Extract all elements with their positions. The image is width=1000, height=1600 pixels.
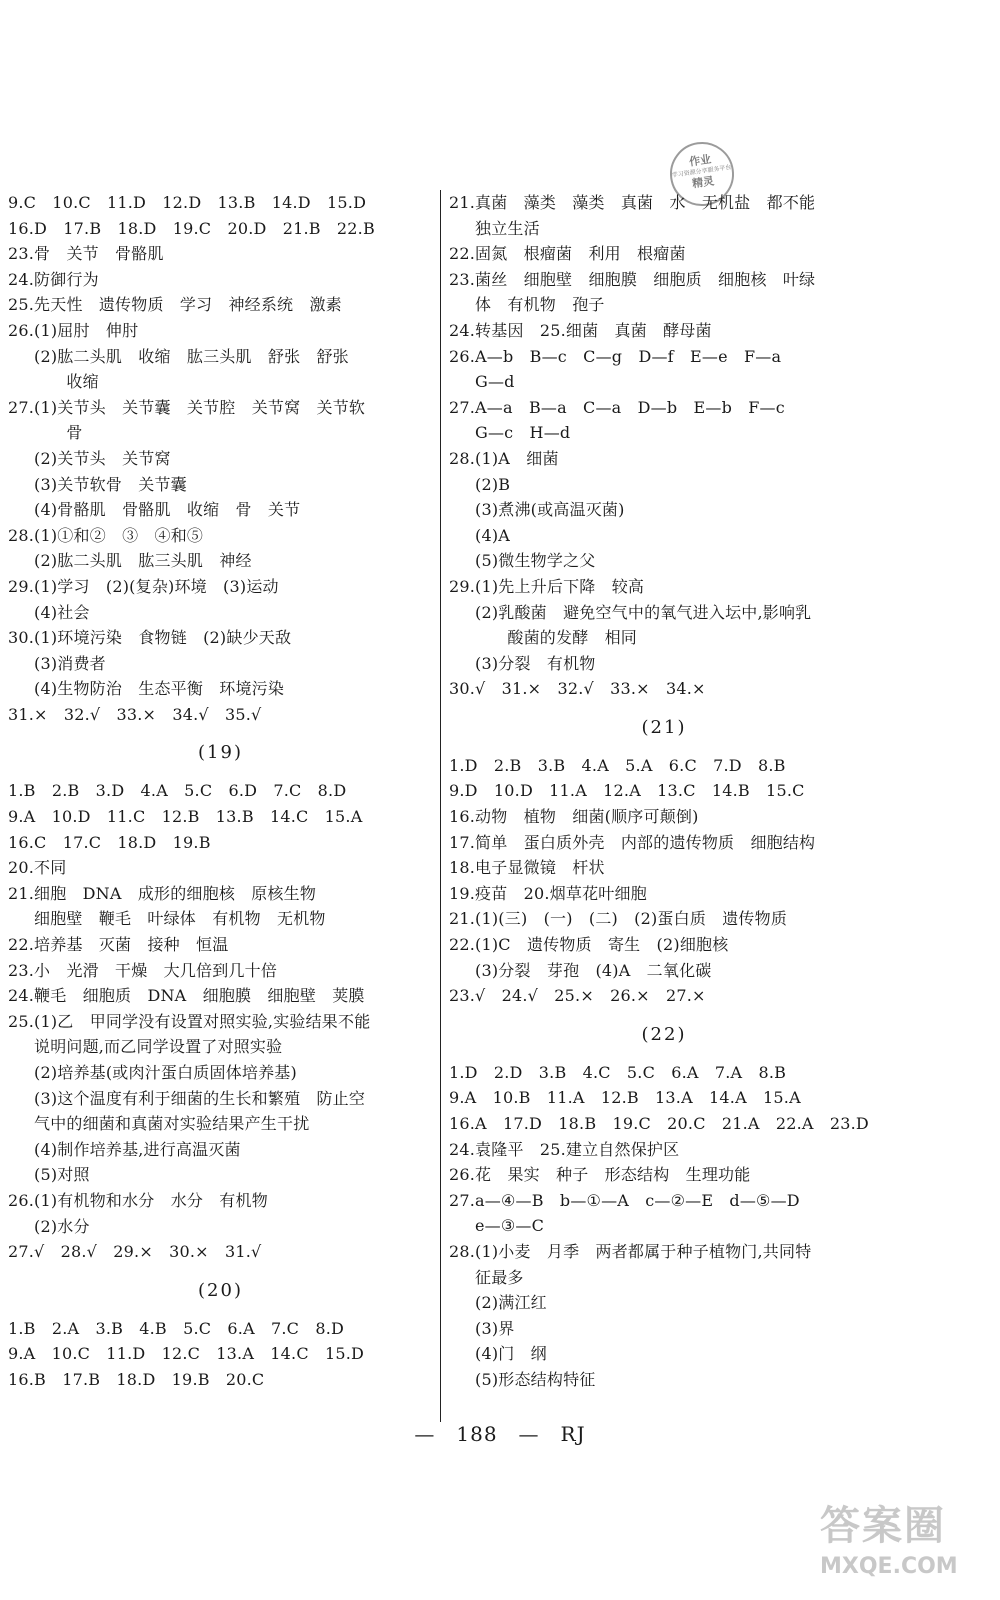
- answer-line: 骨: [34, 423, 83, 443]
- answer-line: 征最多: [475, 1267, 524, 1287]
- answer-line: (3)消费者: [34, 653, 106, 673]
- answer-line: 28.(1)①和② ③ ④和⑤: [8, 525, 204, 545]
- answer-line: 1.B 2.B 3.D 4.A 5.C 6.D 7.C 8.D: [8, 781, 347, 801]
- answer-line: 19.疫苗 20.烟草花叶细胞: [449, 883, 647, 903]
- answer-line: 气中的细菌和真菌对实验结果产生干扰: [34, 1114, 310, 1134]
- answer-line: 24.转基因 25.细菌 真菌 酵母菌: [449, 320, 712, 340]
- answer-line: (3)界: [475, 1318, 515, 1338]
- answer-line: 独立生活: [475, 218, 540, 238]
- answer-line: 9.A 10.D 11.C 12.B 13.B 14.C 15.A: [8, 807, 363, 827]
- watermark-line2: MXQE.COM: [820, 1554, 958, 1579]
- answer-line: 17.简单 蛋白质外壳 内部的遗传物质 细胞结构: [449, 832, 816, 852]
- answer-line: 细胞壁 鞭毛 叶绿体 有机物 无机物: [34, 909, 326, 929]
- answer-line: 21.细胞 DNA 成形的细胞核 原核生物: [8, 883, 317, 903]
- answer-line: 29.(1)先上升后下降 较高: [449, 576, 645, 596]
- answer-line: 24.袁隆平 25.建立自然保护区: [449, 1139, 680, 1159]
- answer-line: (2)培养基(或肉汁蛋白质固体培养基): [34, 1063, 297, 1082]
- answer-line: (4)门 纲: [475, 1344, 547, 1364]
- answer-line: 9.C 10.C 11.D 12.D 13.B 14.D 15.D: [8, 193, 367, 212]
- answer-line: 16.D 17.B 18.D 19.C 20.D 21.B 22.B: [8, 218, 375, 238]
- answer-line: 酸菌的发酵 相同: [475, 628, 638, 648]
- section-heading: (21): [641, 716, 687, 738]
- answer-line: (2)满江红: [475, 1293, 547, 1313]
- section-heading: (20): [198, 1279, 243, 1301]
- answer-line: 30.√ 31.× 32.√ 33.× 34.×: [449, 679, 706, 699]
- answer-line: G—d: [475, 372, 515, 392]
- answer-line: 27.√ 28.√ 29.× 30.× 31.√: [8, 1242, 262, 1262]
- answer-line: 9.A 10.C 11.D 12.C 13.A 14.C 15.D: [8, 1344, 365, 1364]
- stamp-line1: 作业: [688, 152, 712, 169]
- answer-line: 25.(1)乙 甲同学没有设置对照实验,实验结果不能: [8, 1011, 371, 1031]
- answer-line: 22.(1)C 遗传物质 寄生 (2)细胞核: [449, 935, 729, 955]
- answer-line: (2)水分: [34, 1216, 90, 1236]
- answer-line: 27.a—④—B b—①—A c—②—E d—⑤—D: [449, 1190, 800, 1210]
- answer-line: 24.防御行为: [8, 269, 99, 289]
- answer-line: 23.小 光滑 干燥 大几倍到几十倍: [8, 960, 278, 980]
- answer-line: (5)形态结构特征: [475, 1369, 596, 1389]
- answer-line: (3)分裂 有机物: [475, 653, 596, 673]
- answer-line: 28.(1)小麦 月季 两者都属于种子植物门,共同特: [449, 1241, 812, 1261]
- answer-line: (3)这个温度有利于细菌的生长和繁殖 防止空: [34, 1088, 366, 1108]
- page-footer: — 188 — RJ: [414, 1422, 586, 1446]
- answer-line: 说明问题,而乙同学设置了对照实验: [34, 1037, 283, 1057]
- answer-line: (4)骨骼肌 骨骼肌 收缩 骨 关节: [34, 500, 301, 520]
- answer-line: (3)煮沸(或高温灭菌): [475, 500, 625, 520]
- answer-line: 16.B 17.B 18.D 19.B 20.C: [8, 1369, 265, 1389]
- answer-line: 21.真菌 藻类 藻类 真菌 水 无机盐 都不能: [449, 193, 816, 212]
- answer-line: 9.A 10.B 11.A 12.B 13.A 14.A 15.A: [449, 1088, 801, 1108]
- stamp-line2: 学习资源分享服务平台: [671, 163, 732, 180]
- answer-line: 28.(1)A 细菌: [449, 448, 559, 468]
- answer-line: 25.先天性 遗传物质 学习 神经系统 激素: [8, 295, 342, 315]
- answer-line: 23.骨 关节 骨骼肌: [8, 244, 164, 264]
- answer-line: (4)制作培养基,进行高温灭菌: [34, 1139, 241, 1159]
- answer-line: 23.√ 24.√ 25.× 26.× 27.×: [449, 986, 706, 1006]
- answer-line: (4)社会: [34, 602, 90, 622]
- answer-line: (2)肱二头肌 肱三头肌 神经: [34, 551, 252, 571]
- answer-line: 20.不同: [8, 858, 67, 878]
- answer-line: G—c H—d: [475, 423, 571, 443]
- section-heading: (19): [198, 742, 243, 764]
- answer-line: (5)微生物学之父: [475, 551, 596, 571]
- answer-line: (2)关节头 关节窝: [34, 448, 171, 468]
- answer-line: 29.(1)学习 (2)(复杂)环境 (3)运动: [8, 576, 279, 596]
- answer-line: (2)肱二头肌 收缩 肱三头肌 舒张 舒张: [34, 346, 349, 366]
- answer-line: (3)分裂 芽孢 (4)A 二氧化碳: [475, 960, 712, 980]
- answer-line: 收缩: [34, 372, 99, 392]
- answer-line: 16.C 17.C 18.D 19.B: [8, 832, 211, 852]
- answer-line: 26.(1)屈肘 伸肘: [8, 320, 139, 340]
- answer-line: 26.A—b B—c C—g D—f E—e F—a: [449, 346, 782, 366]
- answer-line: (2)B: [475, 474, 511, 494]
- answer-line: 31.× 32.√ 33.× 34.√ 35.√: [8, 704, 262, 724]
- answer-line: 27.A—a B—a C—a D—b E—b F—c: [449, 397, 785, 417]
- answer-line: 9.D 10.D 11.A 12.A 13.C 14.B 15.C: [449, 781, 805, 801]
- answer-line: 1.B 2.A 3.B 4.B 5.C 6.A 7.C 8.D: [8, 1318, 345, 1338]
- watermark-logo: [820, 1500, 995, 1595]
- answer-line: 23.菌丝 细胞壁 细胞膜 细胞质 细胞核 叶绿: [449, 269, 816, 289]
- answer-line: (4)A: [475, 525, 511, 545]
- answer-line: (5)对照: [34, 1165, 90, 1185]
- answer-line: 30.(1)环境污染 食物链 (2)缺少天敌: [8, 628, 292, 648]
- section-heading: (22): [641, 1023, 687, 1045]
- watermark-line1: 答案圈: [820, 1503, 946, 1549]
- answer-line: 21.(1)(三) (一) (二) (2)蛋白质 遗传物质: [449, 909, 788, 929]
- stamp-line3: 精灵: [691, 174, 715, 191]
- answer-line: e—③—C: [475, 1216, 545, 1236]
- answer-line: (4)生物防治 生态平衡 环境污染: [34, 679, 285, 699]
- answer-line: 1.D 2.D 3.B 4.C 5.C 6.A 7.A 8.B: [449, 1062, 787, 1082]
- answer-line: 26.花 果实 种子 形态结构 生理功能: [449, 1165, 751, 1185]
- answer-line: 27.(1)关节头 关节囊 关节腔 关节窝 关节软: [8, 397, 366, 417]
- answer-line: 16.动物 植物 细菌(顺序可颠倒): [449, 807, 699, 827]
- answer-line: (2)乳酸菌 避免空气中的氧气进入坛中,影响乳: [475, 602, 812, 622]
- answer-line: 24.鞭毛 细胞质 DNA 细胞膜 细胞壁 荚膜: [8, 986, 365, 1006]
- column-divider: [440, 190, 441, 1422]
- answer-line: 16.A 17.D 18.B 19.C 20.C 21.A 22.A 23.D: [449, 1114, 869, 1133]
- answer-line: 26.(1)有机物和水分 水分 有机物: [8, 1190, 268, 1210]
- right-column: [449, 190, 879, 1393]
- answer-line: 1.D 2.B 3.B 4.A 5.A 6.C 7.D 8.B: [449, 755, 786, 775]
- answer-line: 体 有机物 孢子: [475, 295, 605, 315]
- answer-line: 18.电子显微镜 杆状: [449, 858, 605, 878]
- answer-line: 22.培养基 灭菌 接种 恒温: [8, 935, 229, 955]
- answer-line: (3)关节软骨 关节囊: [34, 474, 187, 494]
- answer-line: 22.固氮 根瘤菌 利用 根瘤菌: [449, 244, 686, 264]
- left-column: [8, 190, 433, 1393]
